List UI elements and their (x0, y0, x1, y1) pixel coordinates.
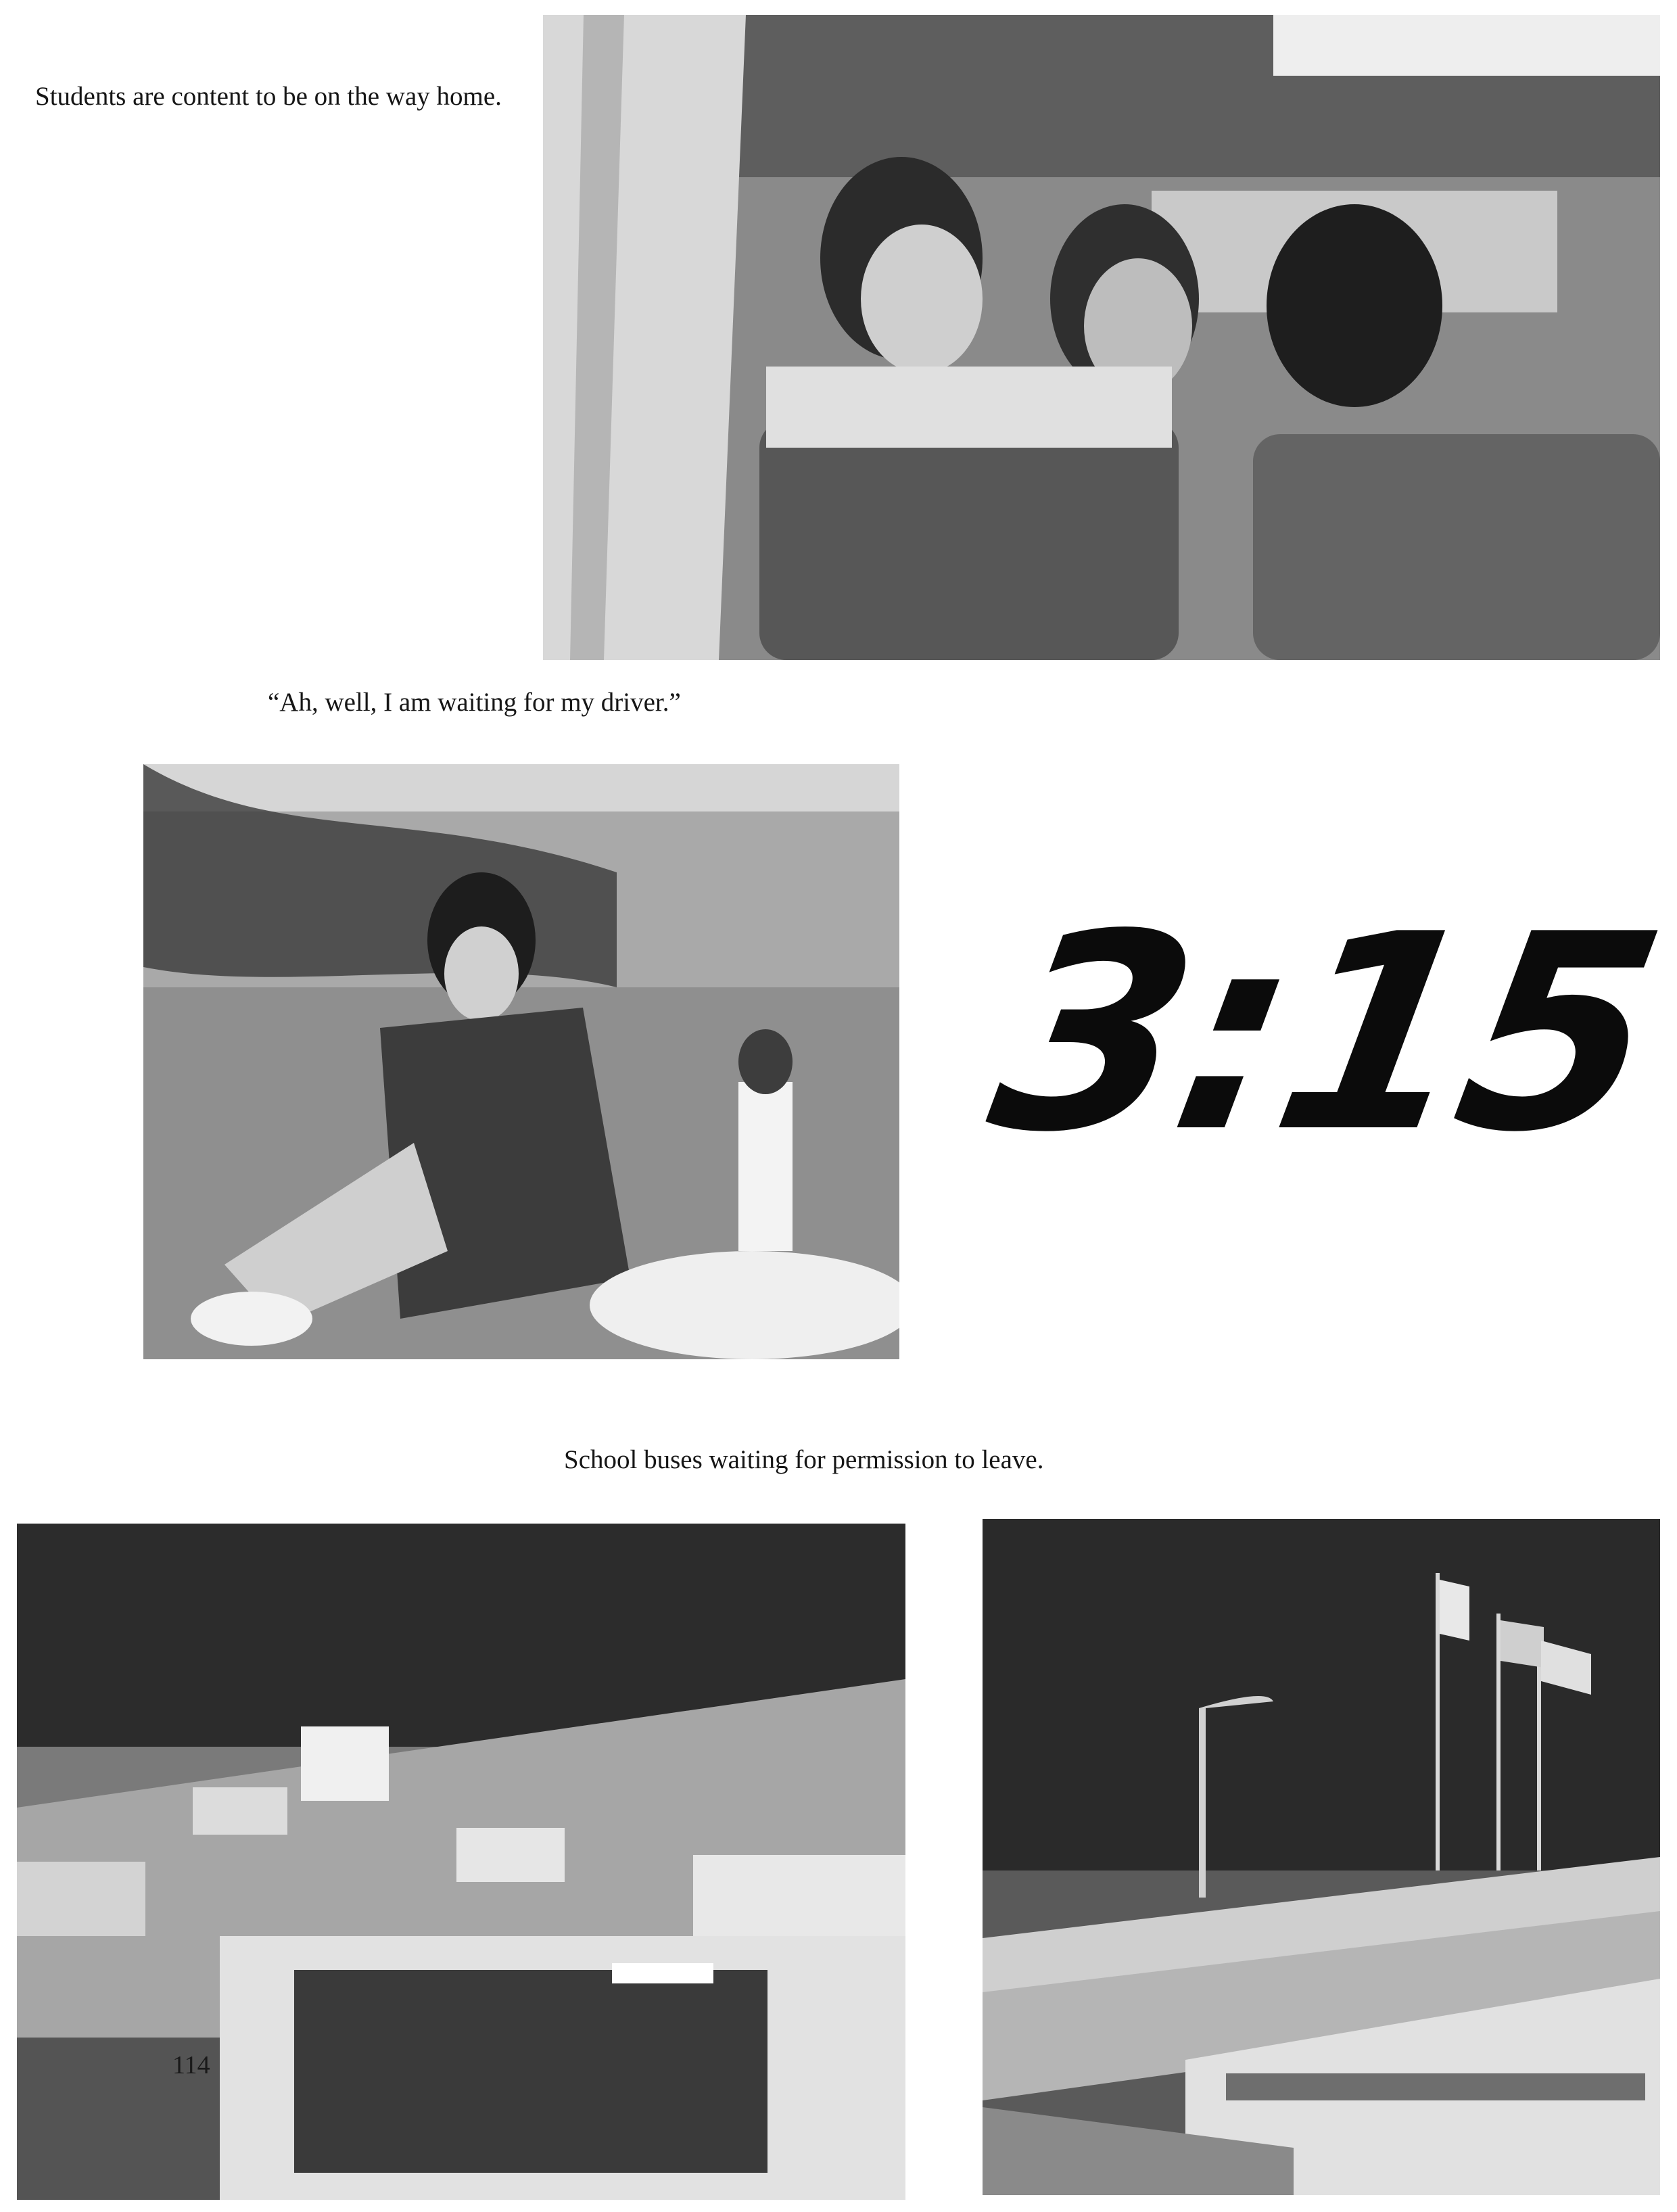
photo-parking-lot (17, 1524, 905, 2200)
photo-student-waiting (143, 764, 899, 1359)
page-number: 114 (172, 2051, 210, 2079)
caption-bus-interior: Students are content to be on the way home. (35, 82, 502, 111)
caption-school-buses: School buses waiting for permission to leave. (564, 1445, 1044, 1474)
photo-students-on-bus (543, 15, 1660, 660)
photo-bus-fleet (983, 1519, 1660, 2195)
time-title: 3:15 (973, 877, 1675, 1192)
caption-student-waiting: “Ah, well, I am waiting for my driver.” (268, 688, 681, 717)
